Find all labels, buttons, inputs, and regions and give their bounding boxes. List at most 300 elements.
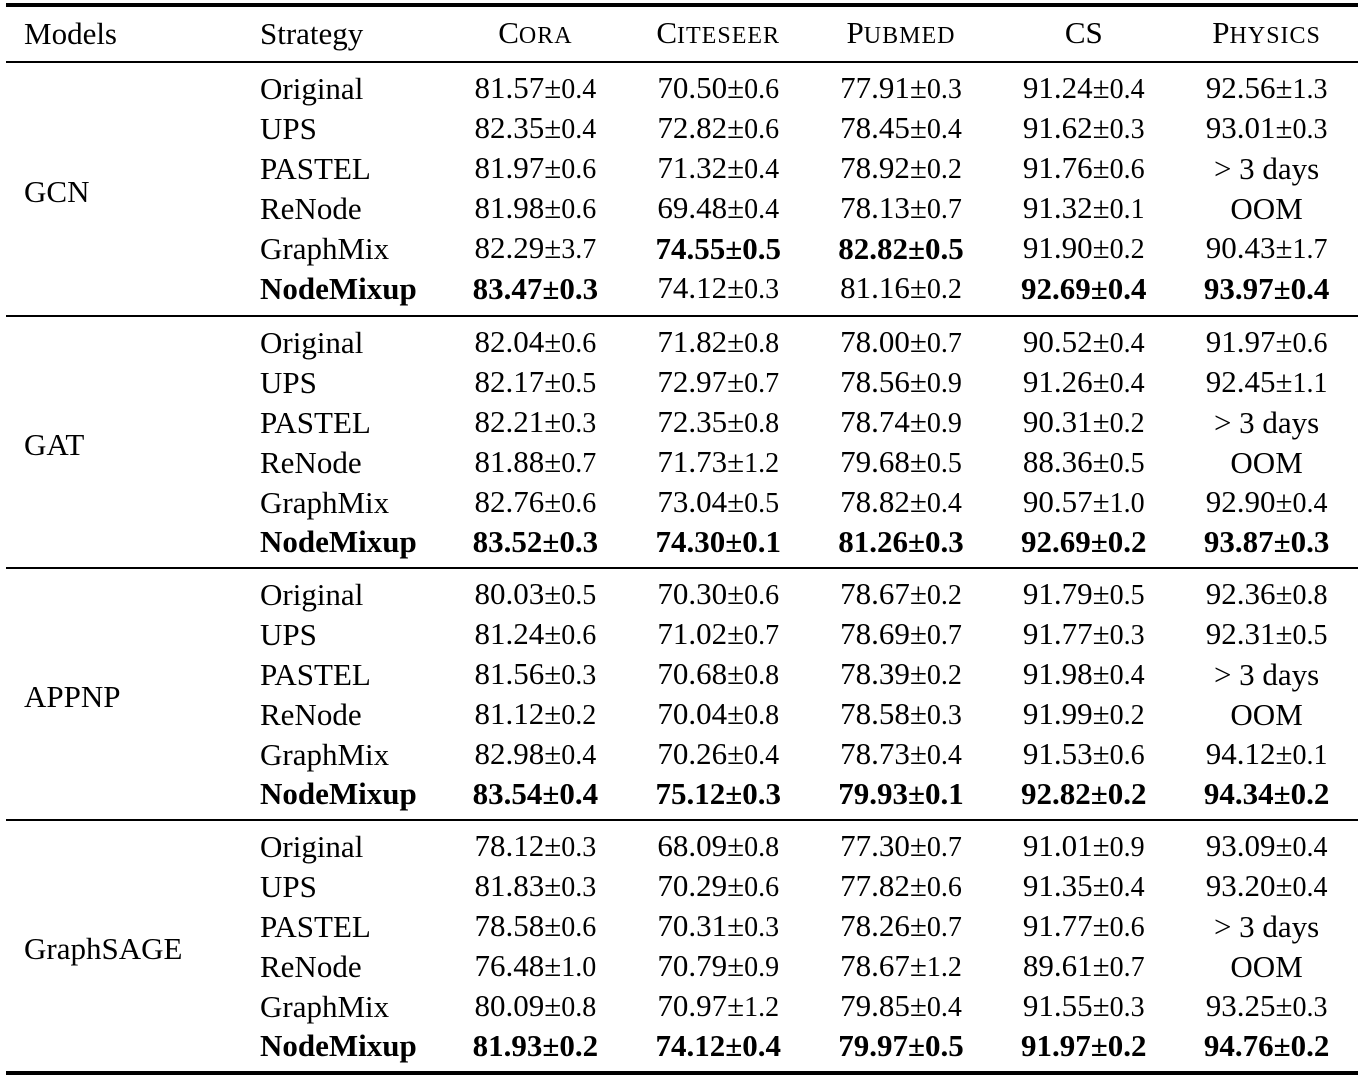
plus-minus-symbol: ± [907,231,925,266]
std-value: 0.2 [926,660,962,691]
strategy-name: NodeMixup [260,524,417,559]
strategy-name: Original [260,577,364,612]
result-cell [627,523,810,568]
plus-minus-symbol: ± [727,988,745,1023]
header-citeseer-rest: ITESEER [677,22,781,49]
plus-minus-symbol: ± [1273,524,1291,559]
mean-value: 81.57 [474,70,545,105]
plus-minus-symbol: ± [542,271,560,306]
std-value: 0.6 [1292,328,1328,359]
result-cell [810,655,993,695]
plus-minus-symbol: ± [1092,150,1110,185]
mean-value: 74.12 [655,1028,726,1063]
std-value: 0.6 [1109,154,1145,185]
std-value: 0.7 [1109,952,1145,983]
mean-value: OOM [1230,949,1303,984]
mean-value: 93.87 [1203,524,1274,559]
plus-minus-symbol: ± [727,190,745,225]
std-value: 1.0 [1109,488,1145,519]
result-cell [992,907,1175,947]
plus-minus-symbol: ± [542,524,560,559]
plus-minus-symbol: ± [725,1028,743,1063]
result-cell [627,568,810,615]
plus-minus-symbol: ± [907,1028,925,1063]
mean-value: 70.04 [657,696,728,731]
std-value: 0.5 [1109,448,1145,479]
mean-value: 91.97 [1205,324,1276,359]
std-value: 1.3 [1292,74,1328,105]
header-row [6,5,1358,62]
header-cora [444,5,627,62]
mean-value: 79.85 [840,988,910,1023]
mean-value: 72.82 [657,110,728,145]
mean-value: 71.82 [657,324,728,359]
plus-minus-symbol: ± [909,404,927,439]
result-cell [1175,947,1358,987]
mean-value: 81.97 [474,150,545,185]
mean-value: 82.04 [474,324,545,359]
mean-value: 93.20 [1205,868,1276,903]
std-value: 0.2 [1109,408,1145,439]
std-value: 0.2 [561,700,597,731]
std-value: 0.3 [1290,524,1330,559]
result-cell [810,947,993,987]
mean-value: 72.97 [657,364,728,399]
plus-minus-symbol: ± [909,696,927,731]
result-cell [810,443,993,483]
std-value: 0.9 [926,408,962,439]
result-cell [1175,735,1358,775]
mean-value: 70.50 [657,70,728,105]
plus-minus-symbol: ± [1092,576,1110,611]
plus-minus-symbol: ± [1275,364,1293,399]
plus-minus-symbol: ± [1090,776,1108,811]
plus-minus-symbol: ± [544,616,562,651]
result-cell [627,363,810,403]
plus-minus-symbol: ± [1092,364,1110,399]
strategy-name: GraphMix [260,989,390,1024]
std-value: 0.7 [926,194,962,225]
plus-minus-symbol: ± [1090,524,1108,559]
mean-value: 78.82 [840,484,910,519]
strategy-name: Original [260,71,364,106]
table-row [6,62,1358,109]
plus-minus-symbol: ± [727,948,745,983]
plus-minus-symbol: ± [1275,70,1293,105]
std-value: 0.2 [1107,524,1147,559]
plus-minus-symbol: ± [1273,776,1291,811]
plus-minus-symbol: ± [544,736,562,771]
result-cell [1175,483,1358,523]
std-value: 0.5 [926,448,962,479]
result-cell [1175,907,1358,947]
mean-value: 92.90 [1205,484,1276,519]
result-cell [444,867,627,907]
std-value: 0.3 [744,274,780,305]
plus-minus-symbol: ± [544,828,562,863]
result-cell [627,443,810,483]
std-value: 0.5 [744,488,780,519]
strategy-name: NodeMixup [260,1028,417,1063]
std-value: 0.8 [744,660,780,691]
std-value: 0.7 [561,448,597,479]
table-row [6,820,1358,867]
plus-minus-symbol: ± [1275,988,1293,1023]
mean-value: 70.31 [657,908,728,943]
result-cell [444,109,627,149]
std-value: 0.8 [744,832,780,863]
result-cell [627,820,810,867]
plus-minus-symbol: ± [1092,484,1110,519]
std-value: 0.7 [926,328,962,359]
std-value: 1.1 [1292,368,1328,399]
plus-minus-symbol: ± [544,230,562,265]
mean-value: 81.88 [474,444,545,479]
strategy-name: Original [260,325,364,360]
result-cell [992,109,1175,149]
result-cell [1175,62,1358,109]
std-value: 0.3 [561,660,597,691]
result-cell [992,820,1175,867]
plus-minus-symbol: ± [544,988,562,1023]
std-value: 1.2 [744,448,780,479]
plus-minus-symbol: ± [1092,190,1110,225]
plus-minus-symbol: ± [1092,230,1110,265]
result-cell [810,229,993,269]
result-cell [1175,775,1358,820]
std-value: 0.3 [561,832,597,863]
result-cell [992,568,1175,615]
strategy-name: ReNode [260,191,362,226]
std-value: 0.4 [1109,368,1145,399]
strategy-name: ReNode [260,949,362,984]
result-cell [992,947,1175,987]
result-cell [444,615,627,655]
mean-value: 92.31 [1205,616,1276,651]
result-cell [444,775,627,820]
std-value: 0.3 [1292,992,1328,1023]
result-cell [992,189,1175,229]
plus-minus-symbol: ± [727,270,745,305]
plus-minus-symbol: ± [909,908,927,943]
plus-minus-symbol: ± [909,324,927,359]
result-cell [627,907,810,947]
mean-value: 73.04 [657,484,728,519]
std-value: 0.4 [744,740,780,771]
result-cell [810,523,993,568]
plus-minus-symbol: ± [1092,948,1110,983]
mean-value: 91.77 [1022,908,1093,943]
result-cell [992,62,1175,109]
result-cell [1175,655,1358,695]
strategy-name: PASTEL [260,405,371,440]
std-value: 0.6 [561,194,597,225]
std-value: 1.7 [1292,234,1328,265]
std-value: 0.4 [1109,660,1145,691]
table-row [6,316,1358,363]
std-value: 0.6 [744,114,780,145]
strategy-name: UPS [260,617,317,652]
table-row [6,568,1358,615]
std-value: 0.6 [561,488,597,519]
plus-minus-symbol: ± [727,150,745,185]
mean-value: 82.17 [474,364,545,399]
std-value: 0.5 [1109,580,1145,611]
std-value: 0.6 [744,872,780,903]
result-cell [1175,867,1358,907]
plus-minus-symbol: ± [1275,616,1293,651]
result-cell [1175,149,1358,189]
result-cell [810,109,993,149]
plus-minus-symbol: ± [725,524,743,559]
result-cell [1175,363,1358,403]
result-cell [810,1027,993,1073]
mean-value: 92.69 [1021,271,1091,306]
plus-minus-symbol: ± [544,404,562,439]
plus-minus-symbol: ± [909,828,927,863]
result-cell [810,615,993,655]
plus-minus-symbol: ± [1092,404,1110,439]
result-cell [1175,229,1358,269]
result-cell [810,820,993,867]
mean-value: 91.32 [1022,190,1093,225]
plus-minus-symbol: ± [544,696,562,731]
model-name: GAT [24,427,85,462]
result-cell [627,269,810,316]
mean-value: 77.30 [840,828,910,863]
mean-value: 91.99 [1022,696,1093,731]
std-value: 0.7 [926,832,962,863]
mean-value: 78.26 [840,908,910,943]
header-cora-rest: ORA [518,22,573,49]
mean-value: OOM [1230,191,1303,226]
mean-value: 90.31 [1022,404,1093,439]
mean-value: 78.67 [840,948,910,983]
result-cell [992,695,1175,735]
std-value: 0.8 [744,700,780,731]
header-physics-initial: P [1212,14,1230,50]
plus-minus-symbol: ± [909,948,927,983]
result-cell [1175,695,1358,735]
result-cell [444,987,627,1027]
std-value: 0.3 [926,700,962,731]
std-value: 0.3 [1109,620,1145,651]
result-cell [627,62,810,109]
mean-value: 81.83 [474,868,545,903]
result-cell [992,867,1175,907]
std-value: 0.9 [926,368,962,399]
mean-value: 91.97 [1021,1028,1091,1063]
plus-minus-symbol: ± [544,110,562,145]
std-value: 1.2 [926,952,962,983]
result-cell [1175,316,1358,363]
mean-value: 71.02 [657,616,728,651]
std-value: 0.4 [1107,271,1147,306]
std-value: 0.2 [926,154,962,185]
std-value: 0.7 [926,912,962,943]
result-cell [627,1027,810,1073]
std-value: 0.4 [1292,872,1328,903]
std-value: 0.4 [926,740,962,771]
plus-minus-symbol: ± [544,444,562,479]
mean-value: 78.00 [840,324,910,359]
mean-value: 94.34 [1203,776,1274,811]
strategy-name: UPS [260,111,317,146]
mean-value: 91.76 [1022,150,1093,185]
header-physics-rest: HYSICS [1229,22,1321,49]
std-value: 0.4 [1290,271,1330,306]
mean-value: 80.09 [474,988,545,1023]
mean-value: 81.56 [474,656,545,691]
model-name: GCN [24,174,90,209]
mean-value: 82.29 [474,230,545,265]
result-cell [1175,1027,1358,1073]
mean-value: > 3 days [1213,657,1320,692]
std-value: 0.3 [925,524,964,559]
header-citeseer [627,5,810,62]
std-value: 0.7 [744,368,780,399]
mean-value: 78.69 [840,616,910,651]
result-cell [992,775,1175,820]
result-cell [627,149,810,189]
mean-value: 91.98 [1022,656,1093,691]
std-value: 0.8 [744,408,780,439]
plus-minus-symbol: ± [909,868,927,903]
mean-value: 81.93 [472,1028,543,1063]
std-value: 0.6 [1109,740,1145,771]
plus-minus-symbol: ± [727,444,745,479]
strategy-name: NodeMixup [260,271,417,306]
mean-value: 88.36 [1022,444,1093,479]
result-cell [444,568,627,615]
result-cell [444,947,627,987]
result-cell [627,483,810,523]
std-value: 0.2 [1107,1028,1147,1063]
plus-minus-symbol: ± [909,656,927,691]
result-cell [627,109,810,149]
result-cell [992,149,1175,189]
plus-minus-symbol: ± [727,110,745,145]
std-value: 0.3 [742,776,781,811]
header-models: Models [24,16,117,51]
plus-minus-symbol: ± [727,908,745,943]
mean-value: 77.82 [840,868,910,903]
plus-minus-symbol: ± [725,776,743,811]
strategy-name: GraphMix [260,231,390,266]
mean-value: > 3 days [1213,909,1320,944]
std-value: 0.4 [559,776,599,811]
plus-minus-symbol: ± [1092,656,1110,691]
mean-value: 79.93 [838,776,908,811]
mean-value: 93.01 [1205,110,1276,145]
plus-minus-symbol: ± [909,270,927,305]
result-cell [810,403,993,443]
result-cell [444,316,627,363]
std-value: 0.9 [1109,832,1145,863]
mean-value: 78.56 [840,364,910,399]
mean-value: OOM [1230,697,1303,732]
plus-minus-symbol: ± [1275,868,1293,903]
result-cell [992,615,1175,655]
plus-minus-symbol: ± [1092,696,1110,731]
result-cell [627,655,810,695]
result-cell [810,867,993,907]
std-value: 0.1 [1292,740,1328,771]
result-cell [1175,403,1358,443]
mean-value: 83.47 [472,271,543,306]
plus-minus-symbol: ± [544,484,562,519]
plus-minus-symbol: ± [909,576,927,611]
mean-value: 94.12 [1205,736,1276,771]
strategy-name: ReNode [260,445,362,480]
mean-value: 76.48 [474,948,545,983]
mean-value: 80.03 [474,576,545,611]
std-value: 0.4 [1292,488,1328,519]
mean-value: 83.52 [472,524,543,559]
mean-value: 91.53 [1022,736,1093,771]
mean-value: > 3 days [1213,151,1320,186]
std-value: 0.2 [1109,700,1145,731]
plus-minus-symbol: ± [544,150,562,185]
mean-value: 90.52 [1022,324,1093,359]
plus-minus-symbol: ± [544,576,562,611]
std-value: 0.7 [926,620,962,651]
mean-value: 70.68 [657,656,728,691]
std-value: 0.4 [744,154,780,185]
result-cell [992,483,1175,523]
std-value: 0.4 [926,488,962,519]
plus-minus-symbol: ± [1092,70,1110,105]
result-cell [810,907,993,947]
std-value: 3.7 [561,234,597,265]
mean-value: 93.25 [1205,988,1276,1023]
strategy-name: PASTEL [260,151,371,186]
mean-value: 82.76 [474,484,545,519]
std-value: 0.8 [744,328,780,359]
plus-minus-symbol: ± [1092,324,1110,359]
std-value: 0.6 [926,872,962,903]
result-cell [1175,109,1358,149]
result-cell [1175,189,1358,229]
result-cell [1175,820,1358,867]
mean-value: 91.90 [1022,230,1093,265]
mean-value: 70.97 [657,988,728,1023]
mean-value: 91.35 [1022,868,1093,903]
result-cell [992,269,1175,316]
std-value: 0.2 [1109,234,1145,265]
result-cell [1175,523,1358,568]
strategy-name: UPS [260,365,317,400]
mean-value: 78.12 [474,828,545,863]
plus-minus-symbol: ± [727,696,745,731]
plus-minus-symbol: ± [1275,110,1293,145]
mean-value: 91.24 [1022,70,1093,105]
std-value: 0.8 [1292,580,1328,611]
std-value: 0.5 [925,1028,964,1063]
plus-minus-symbol: ± [727,828,745,863]
std-value: 1.2 [744,992,780,1023]
mean-value: 70.29 [657,868,728,903]
mean-value: 78.58 [840,696,910,731]
result-cell [992,735,1175,775]
mean-value: 89.61 [1022,948,1093,983]
result-cell [992,363,1175,403]
plus-minus-symbol: ± [907,776,925,811]
std-value: 0.2 [1107,776,1147,811]
plus-minus-symbol: ± [727,404,745,439]
mean-value: 91.77 [1022,616,1093,651]
result-cell [992,523,1175,568]
